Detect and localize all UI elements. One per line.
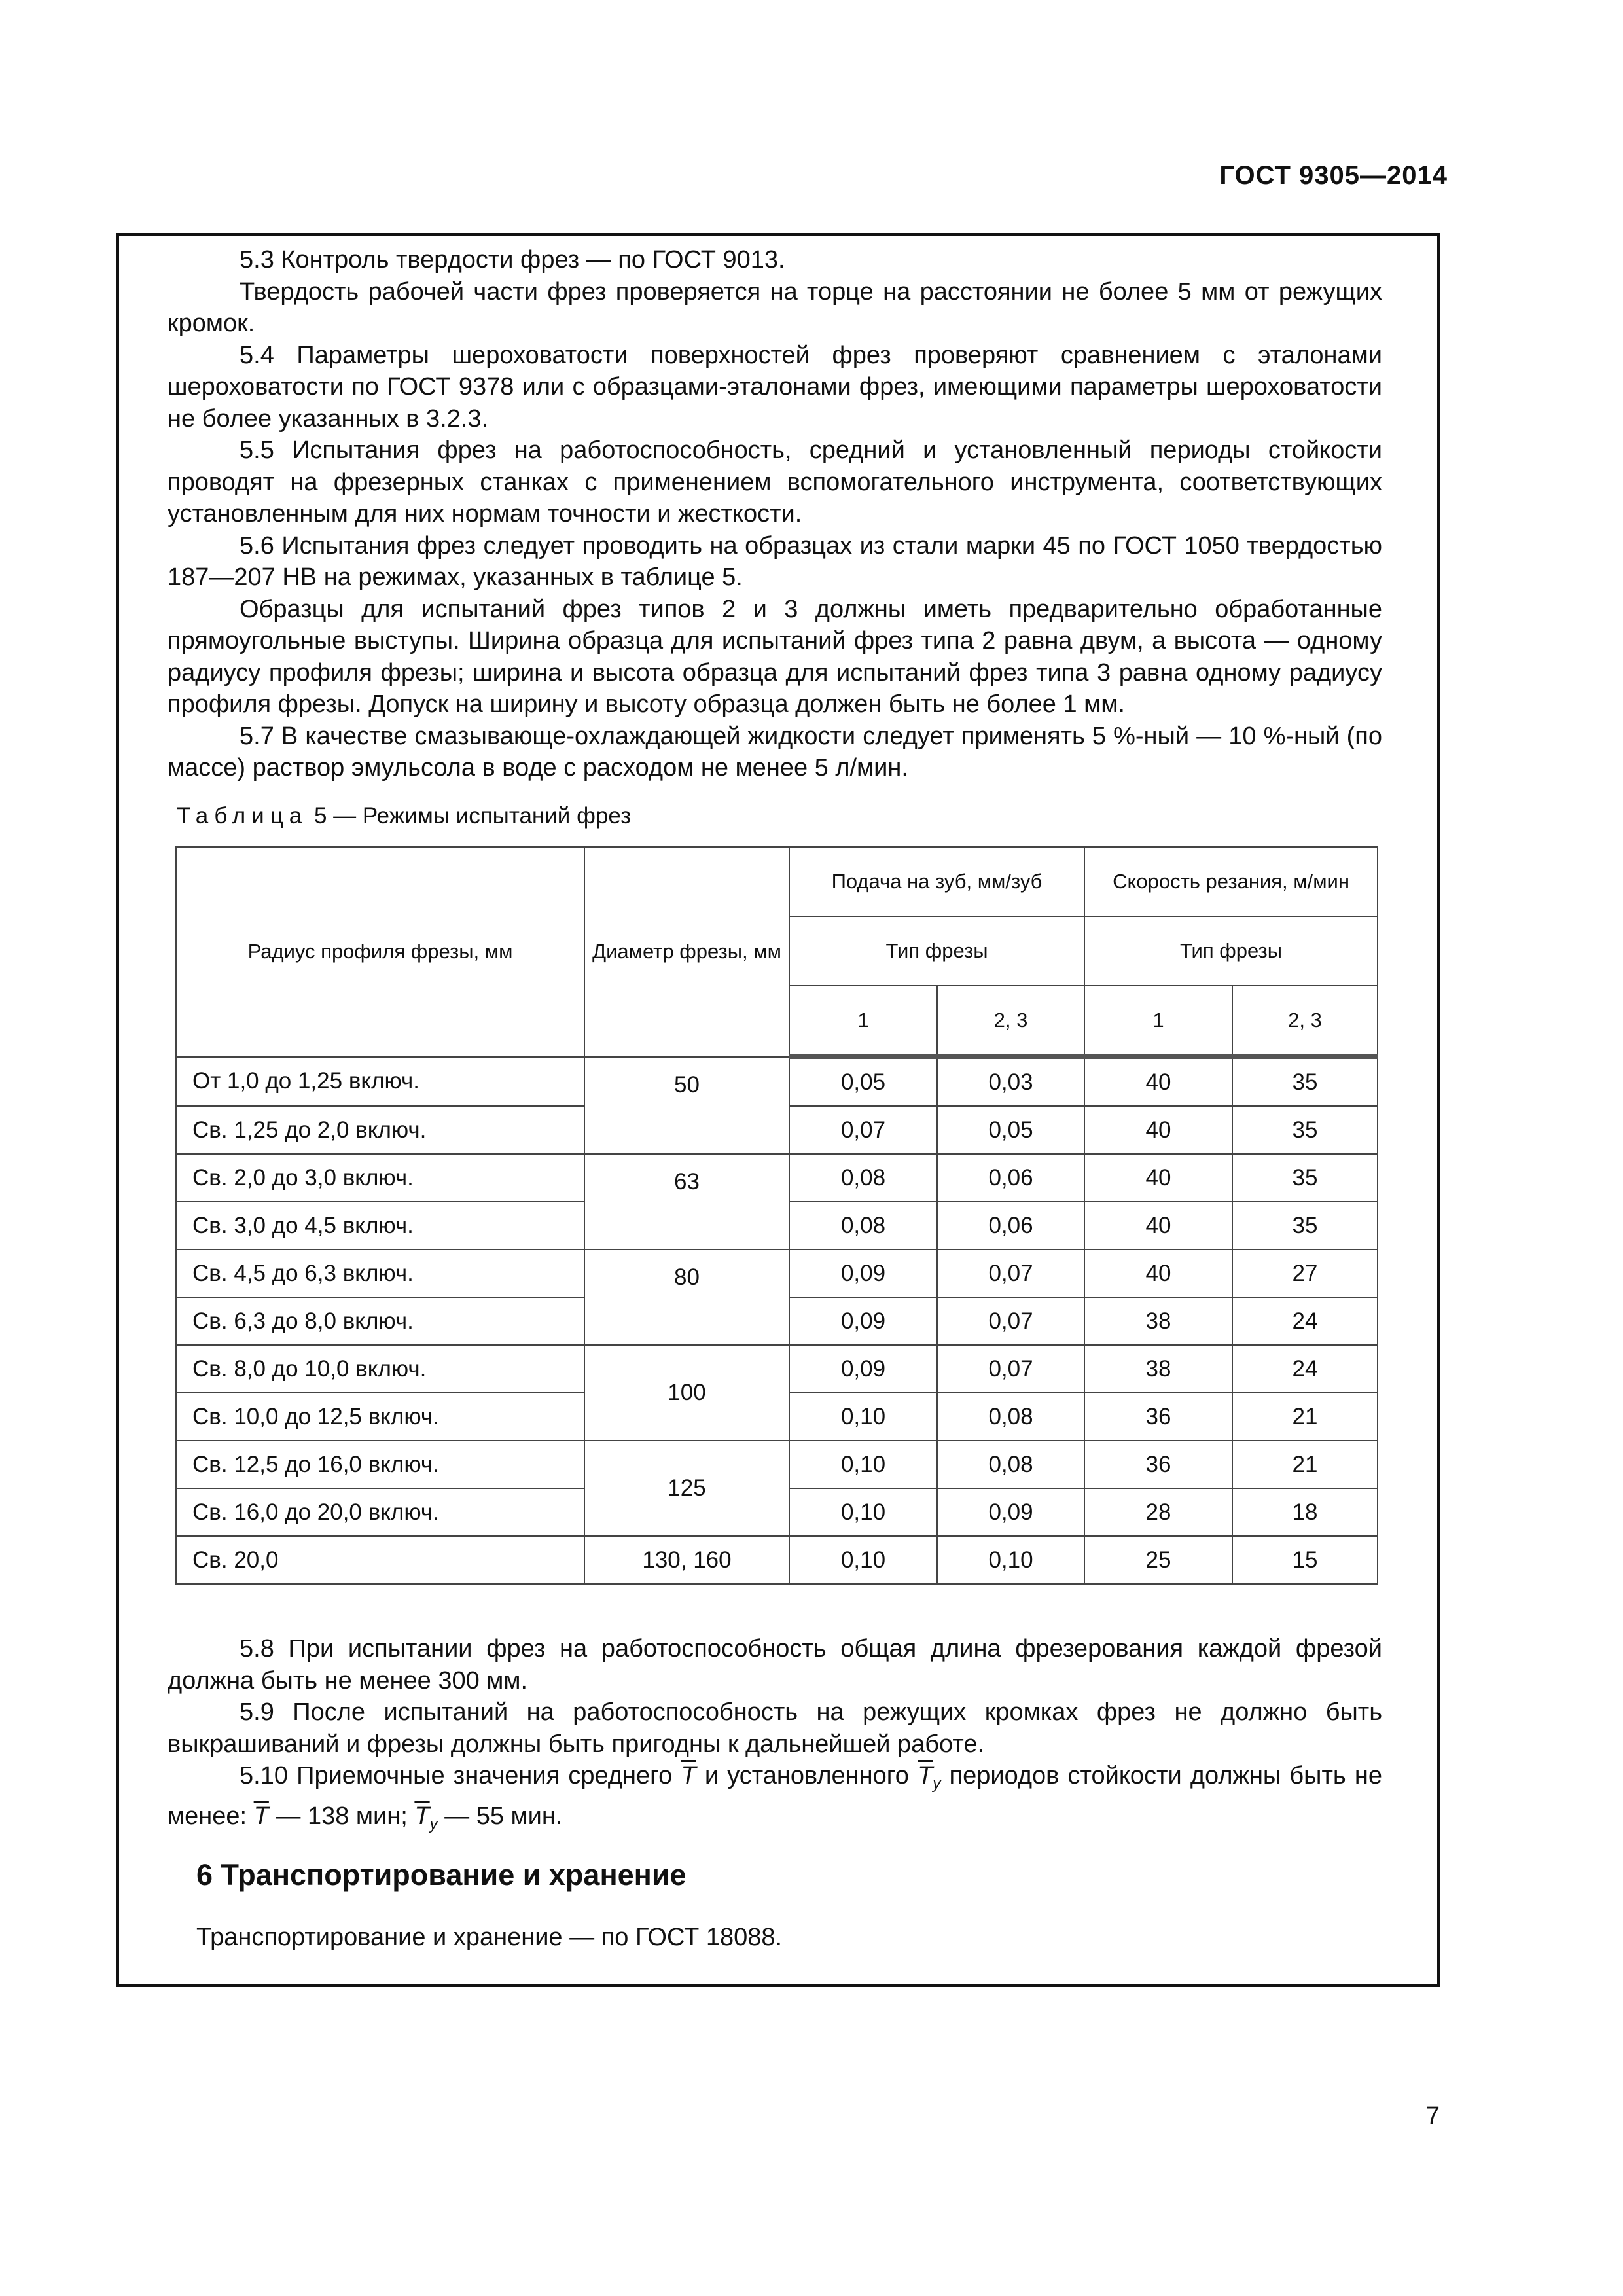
speed-type-2-3-cell: 24 [1232, 1345, 1378, 1393]
document-code-header: ГОСТ 9305—2014 [1219, 161, 1448, 190]
radius-cell: Св. 8,0 до 10,0 включ. [176, 1345, 584, 1393]
table-caption-label: Таблица [177, 803, 308, 829]
paragraph-5-5: 5.5 Испытания фрез на работоспособность, средний и установленный периоды стойкости проводят на фрезерных станках с применением вспомогательного инструмента, соответствующих установленным для них нормам точности и жесткости. [168, 437, 1382, 528]
header-speed-type-2-3: 2, 3 [1232, 986, 1378, 1057]
page-number: 7 [1425, 2102, 1440, 2130]
speed-type-1-cell: 38 [1084, 1345, 1232, 1393]
speed-type-1-cell: 40 [1084, 1249, 1232, 1297]
clauses-5-3-to-5-7 [168, 244, 1382, 784]
feed-type-2-3-cell: 0,06 [937, 1154, 1084, 1202]
section-6-body: Транспортирование и хранение — по ГОСТ 18088. [196, 1924, 783, 1951]
mean-life-symbol-2: $\overline{T}$ [253, 1802, 269, 1830]
speed-type-1-cell: 28 [1084, 1488, 1232, 1536]
speed-type-1-cell: 40 [1084, 1106, 1232, 1154]
feed-type-2-3-cell: 0,08 [937, 1441, 1084, 1488]
header-speed-type: Тип фрезы [1084, 916, 1378, 986]
established-life-symbol-2: $\overline{T}$ [414, 1802, 430, 1830]
feed-type-2-3-cell: 0,03 [937, 1057, 1084, 1107]
test-modes-table [175, 846, 1377, 1585]
speed-type-1-cell: 38 [1084, 1297, 1232, 1345]
feed-type-1-cell: 0,07 [789, 1106, 937, 1154]
feed-type-2-3-cell: 0,05 [937, 1106, 1084, 1154]
feed-type-2-3-cell: 0,08 [937, 1393, 1084, 1441]
p510-text-d: — 138 мин; [268, 1802, 415, 1830]
table-caption [177, 803, 631, 829]
p510-text-c: периодов стойкости должны быть не менее: [168, 1762, 1382, 1830]
feed-type-2-3-cell: 0,07 [937, 1249, 1084, 1297]
speed-type-1-cell: 40 [1084, 1202, 1232, 1249]
page-frame [116, 233, 1440, 1987]
section-6-title: 6 Транспортирование и хранение [196, 1858, 687, 1892]
table-row [176, 1441, 1378, 1488]
radius-cell: Св. 2,0 до 3,0 включ. [176, 1154, 584, 1202]
speed-type-2-3-cell: 21 [1232, 1441, 1378, 1488]
header-speed-type-1: 1 [1084, 986, 1232, 1057]
diameter-cell: 100 [584, 1345, 789, 1441]
paragraph-hardness: Твердость рабочей части фрез проверяется на торце на расстоянии не более 5 мм от режущих кромок. [168, 278, 1382, 337]
radius-cell: Св. 12,5 до 16,0 включ. [176, 1441, 584, 1488]
table-row [176, 1057, 1378, 1107]
feed-type-1-cell: 0,08 [789, 1154, 937, 1202]
radius-cell: От 1,0 до 1,25 включ. [176, 1057, 584, 1107]
radius-cell: Св. 6,3 до 8,0 включ. [176, 1297, 584, 1345]
p510-text-b: и установленного [696, 1762, 918, 1789]
feed-type-2-3-cell: 0,06 [937, 1202, 1084, 1249]
header-speed: Скорость резания, м/мин [1084, 847, 1378, 916]
speed-type-1-cell: 40 [1084, 1154, 1232, 1202]
table-row [176, 1154, 1378, 1202]
radius-cell: Св. 3,0 до 4,5 включ. [176, 1202, 584, 1249]
established-life-subscript: у [933, 1775, 941, 1793]
established-life-subscript-2: у [429, 1815, 438, 1833]
radius-cell: Св. 20,0 [176, 1536, 584, 1584]
speed-type-1-cell: 40 [1084, 1057, 1232, 1107]
diameter-cell: 50 [584, 1057, 789, 1155]
diameter-cell: 63 [584, 1154, 789, 1249]
speed-type-2-3-cell: 35 [1232, 1057, 1378, 1107]
feed-type-2-3-cell: 0,10 [937, 1536, 1084, 1584]
speed-type-2-3-cell: 24 [1232, 1297, 1378, 1345]
header-radius: Радиус профиля фрезы, мм [176, 847, 584, 1057]
speed-type-1-cell: 36 [1084, 1441, 1232, 1488]
paragraph-samples: Образцы для испытаний фрез типов 2 и 3 должны иметь предварительно обработанные прямоугольные выступы. Ширина образца для испытаний фрез типа 2 равна двум, а высота — одному радиусу профиля фрезы; ширина и высота образца для испытаний фрез типа 3 равна одному радиусу профиля фрезы. Допуск на ширину и высоту образца должен быть не более 1 мм. [168, 595, 1382, 718]
table-row [176, 1536, 1378, 1584]
speed-type-2-3-cell: 35 [1232, 1106, 1378, 1154]
feed-type-2-3-cell: 0,07 [937, 1345, 1084, 1393]
paragraph-5-8: 5.8 При испытании фрез на работоспособность общая длина фрезерования каждой фрезой должна быть не менее 300 мм. [168, 1635, 1382, 1695]
feed-type-2-3-cell: 0,07 [937, 1297, 1084, 1345]
header-feed: Подача на зуб, мм/зуб [789, 847, 1084, 916]
table-caption-title: 5 — Режимы испытаний фрез [308, 803, 632, 829]
table-row [176, 1249, 1378, 1297]
radius-cell: Св. 16,0 до 20,0 включ. [176, 1488, 584, 1536]
paragraph-5-10 [168, 1760, 1382, 1840]
feed-type-1-cell: 0,10 [789, 1393, 937, 1441]
paragraph-5-4: 5.4 Параметры шероховатости поверхностей фрез проверяют сравнением с эталонами шероховатости по ГОСТ 9378 или с образцами-эталонами фрез, имеющими параметры шероховатости не более указанных в 3.2.3. [168, 341, 1382, 433]
paragraph-5-6: 5.6 Испытания фрез следует проводить на образцах из стали марки 45 по ГОСТ 1050 твердостью 187—207 НВ на режимах, указанных в таблице 5. [168, 531, 1382, 591]
paragraph-5-7: 5.7 В качестве смазывающе-охлаждающей жидкости следует применять 5 %-ный — 10 %-ный (по массе) раствор эмульсола в воде с расходом не менее 5 л/мин. [168, 722, 1382, 781]
feed-type-2-3-cell: 0,09 [937, 1488, 1084, 1536]
mean-life-symbol: $\overline{T}$ [681, 1762, 696, 1789]
feed-type-1-cell: 0,10 [789, 1488, 937, 1536]
radius-cell: Св. 1,25 до 2,0 включ. [176, 1106, 584, 1154]
established-life-symbol: $\overline{T}$ [918, 1762, 933, 1789]
header-diameter: Диаметр фрезы, мм [584, 847, 789, 1057]
table-row [176, 1345, 1378, 1393]
feed-type-1-cell: 0,09 [789, 1249, 937, 1297]
feed-type-1-cell: 0,09 [789, 1345, 937, 1393]
radius-cell: Св. 10,0 до 12,5 включ. [176, 1393, 584, 1441]
diameter-cell: 125 [584, 1441, 789, 1536]
p510-text-e: — 55 мин. [437, 1802, 563, 1830]
feed-type-1-cell: 0,09 [789, 1297, 937, 1345]
clauses-5-8-to-5-10 [168, 1633, 1382, 1840]
paragraph-5-3: 5.3 Контроль твердости фрез — по ГОСТ 9013. [240, 246, 785, 274]
diameter-cell: 80 [584, 1249, 789, 1345]
speed-type-2-3-cell: 18 [1232, 1488, 1378, 1536]
speed-type-2-3-cell: 35 [1232, 1154, 1378, 1202]
speed-type-1-cell: 36 [1084, 1393, 1232, 1441]
speed-type-2-3-cell: 35 [1232, 1202, 1378, 1249]
header-feed-type-1: 1 [789, 986, 937, 1057]
header-feed-type: Тип фрезы [789, 916, 1084, 986]
p510-text-a: 5.10 Приемочные значения среднего [240, 1762, 681, 1789]
feed-type-1-cell: 0,10 [789, 1441, 937, 1488]
header-feed-type-2-3: 2, 3 [937, 986, 1084, 1057]
speed-type-2-3-cell: 21 [1232, 1393, 1378, 1441]
feed-type-1-cell: 0,10 [789, 1536, 937, 1584]
speed-type-2-3-cell: 15 [1232, 1536, 1378, 1584]
paragraph-5-9: 5.9 После испытаний на работоспособность на режущих кромках фрез не должно быть выкрашиваний и фрезы должны быть пригодны к дальнейшей работе. [168, 1698, 1382, 1758]
feed-type-1-cell: 0,05 [789, 1057, 937, 1107]
feed-type-1-cell: 0,08 [789, 1202, 937, 1249]
diameter-cell: 130, 160 [584, 1536, 789, 1584]
speed-type-2-3-cell: 27 [1232, 1249, 1378, 1297]
speed-type-1-cell: 25 [1084, 1536, 1232, 1584]
radius-cell: Св. 4,5 до 6,3 включ. [176, 1249, 584, 1297]
